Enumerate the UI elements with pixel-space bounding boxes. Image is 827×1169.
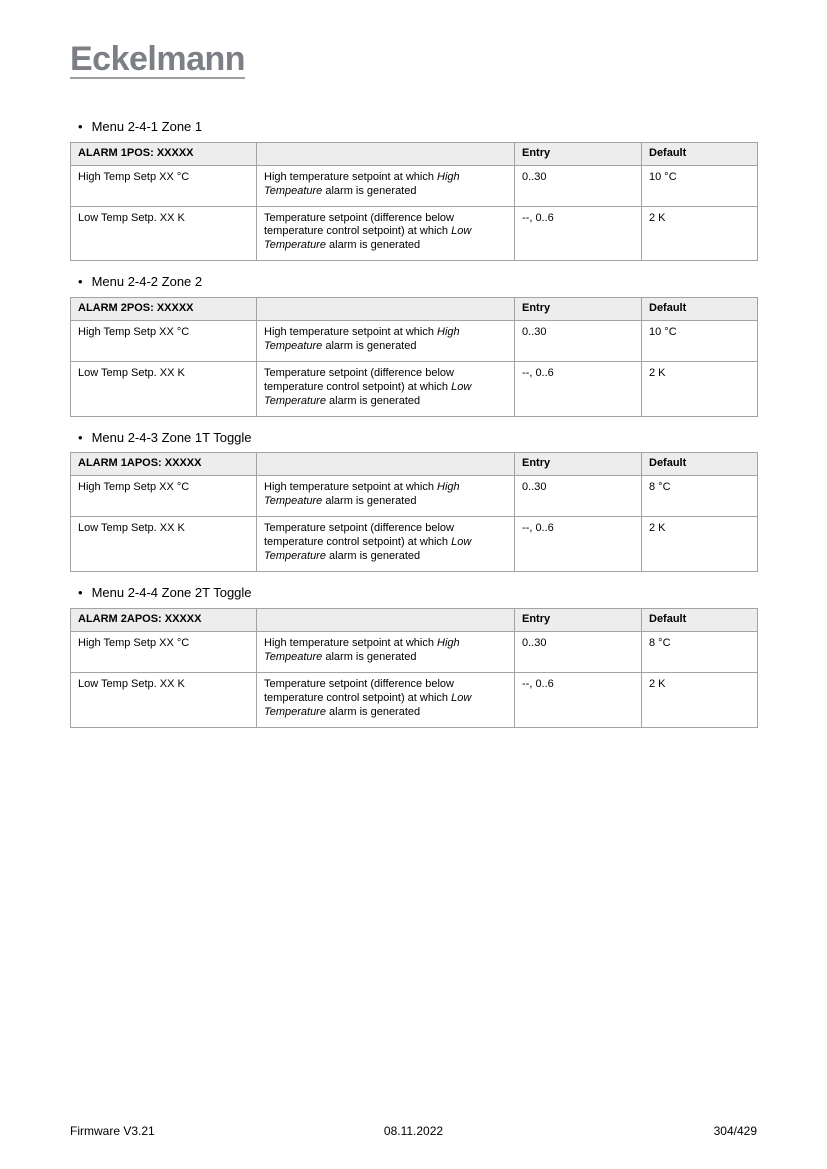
desc-text-em: Low Temperature (264, 691, 472, 718)
header-default-cell: Default (642, 608, 758, 631)
alarm-table (70, 452, 758, 572)
menu-heading (78, 585, 757, 601)
entry-cell: 0..30 (515, 165, 642, 206)
desc-text-em: High Tempeature (264, 481, 460, 508)
param-cell: Low Temp Setp. XX K (71, 361, 257, 416)
desc-cell (257, 165, 515, 206)
section-zone-1t-toggle (70, 430, 757, 572)
desc-cell (257, 206, 515, 261)
desc-text-em: High Tempeature (264, 170, 460, 197)
entry-cell: 0..30 (515, 631, 642, 672)
desc-text-pre: Temperature setpoint (difference below temperature control setpoint) at which (264, 677, 454, 704)
param-cell: Low Temp Setp. XX K (71, 517, 257, 572)
table-header-row (71, 298, 758, 321)
desc-cell (257, 320, 515, 361)
menu-label: Menu 2-4-1 Zone 1 (91, 119, 203, 134)
menu-label: Menu 2-4-3 Zone 1T Toggle (91, 429, 252, 445)
header-default-cell: Default (642, 453, 758, 476)
entry-cell: 0..30 (515, 320, 642, 361)
table-row (71, 361, 758, 416)
header-entry-cell: Entry (515, 608, 642, 631)
desc-text-post: alarm is generated (322, 650, 417, 663)
desc-text-pre: High temperature setpoint at which (264, 325, 438, 338)
desc-cell (257, 672, 515, 727)
desc-cell (257, 361, 515, 416)
desc-text-em: High Tempeature (264, 636, 460, 663)
alarm-table (70, 297, 758, 417)
desc-text-em: Low Temperature (264, 536, 472, 563)
menu-label: Menu 2-4-2 Zone 2 (91, 274, 203, 290)
table-row (71, 206, 758, 261)
entry-cell: --, 0..6 (515, 361, 642, 416)
header-entry-cell: Entry (515, 453, 642, 476)
menu-heading (78, 274, 757, 290)
menu-heading (78, 119, 757, 135)
header-alarm-cell: ALARM 2APOS: XXXXX (71, 608, 257, 631)
desc-text-post: alarm is generated (325, 705, 421, 718)
footer-firmware-version: Firmware V3.21 (70, 1124, 155, 1138)
section-zone-2t-toggle (70, 585, 757, 727)
alarm-table (70, 608, 758, 728)
desc-text-pre: High temperature setpoint at which (264, 636, 438, 649)
table-row (71, 320, 758, 361)
desc-text-post: alarm is generated (322, 184, 417, 197)
header-alarm-cell: ALARM 1POS: XXXXX (71, 142, 257, 165)
desc-text-pre: High temperature setpoint at which (264, 481, 438, 494)
desc-text-pre: Temperature setpoint (difference below temperature control setpoint) at which (264, 211, 454, 238)
header-empty-cell (257, 142, 515, 165)
table-header-row (71, 453, 758, 476)
bullet-icon: • (78, 429, 83, 445)
desc-text-em: High Tempeature (264, 325, 460, 352)
header-entry-cell: Entry (515, 142, 642, 165)
bullet-icon: • (78, 274, 83, 290)
desc-text-post: alarm is generated (322, 339, 417, 352)
param-cell: High Temp Setp XX °C (71, 165, 257, 206)
default-cell: 2 K (642, 517, 758, 572)
section-zone-1 (70, 119, 757, 261)
header-alarm-cell: ALARM 1APOS: XXXXX (71, 453, 257, 476)
entry-cell: 0..30 (515, 476, 642, 517)
desc-text-pre: Temperature setpoint (difference below temperature control setpoint) at which (264, 522, 454, 549)
header-empty-cell (257, 608, 515, 631)
default-cell: 8 °C (642, 631, 758, 672)
header-alarm-cell: ALARM 2POS: XXXXX (71, 298, 257, 321)
default-cell: 2 K (642, 206, 758, 261)
desc-text-pre: Temperature setpoint (difference below temperature control setpoint) at which (264, 366, 454, 393)
table-header-row (71, 608, 758, 631)
header-default-cell: Default (642, 298, 758, 321)
page-content (0, 79, 827, 728)
table-header-row (71, 142, 758, 165)
default-cell: 2 K (642, 361, 758, 416)
menu-heading (78, 430, 757, 446)
param-cell: High Temp Setp XX °C (71, 476, 257, 517)
table-row (71, 476, 758, 517)
bullet-icon: • (78, 585, 83, 601)
table-row (71, 517, 758, 572)
eckelmann-logo: Eckelmann (70, 40, 246, 78)
desc-text-em: Low Temperature (264, 380, 472, 407)
default-cell: 10 °C (642, 320, 758, 361)
desc-text-post: alarm is generated (325, 394, 421, 407)
default-cell: 8 °C (642, 476, 758, 517)
desc-text-post: alarm is generated (325, 550, 421, 563)
desc-text-pre: High temperature setpoint at which (264, 170, 438, 183)
desc-text-post: alarm is generated (322, 495, 417, 508)
default-cell: 2 K (642, 672, 758, 727)
footer-page-number: 304/429 (713, 1124, 757, 1138)
desc-cell (257, 631, 515, 672)
header-empty-cell (257, 453, 515, 476)
param-cell: Low Temp Setp. XX K (71, 206, 257, 261)
desc-text-em: Low Temperature (264, 225, 472, 252)
menu-label: Menu 2-4-4 Zone 2T Toggle (91, 585, 252, 601)
section-zone-2 (70, 274, 757, 416)
table-row (71, 165, 758, 206)
page-footer (70, 1124, 757, 1139)
desc-text-post: alarm is generated (325, 239, 421, 252)
header-empty-cell (257, 298, 515, 321)
table-row (71, 631, 758, 672)
desc-cell (257, 476, 515, 517)
param-cell: High Temp Setp XX °C (71, 320, 257, 361)
footer-date: 08.11.2022 (383, 1124, 444, 1138)
alarm-table (70, 142, 758, 262)
bullet-icon: • (78, 119, 83, 134)
logo-area (0, 0, 827, 79)
entry-cell: --, 0..6 (515, 206, 642, 261)
param-cell: Low Temp Setp. XX K (71, 672, 257, 727)
entry-cell: --, 0..6 (515, 517, 642, 572)
table-row (71, 672, 758, 727)
param-cell: High Temp Setp XX °C (71, 631, 257, 672)
default-cell: 10 °C (642, 165, 758, 206)
header-entry-cell: Entry (515, 298, 642, 321)
entry-cell: --, 0..6 (515, 672, 642, 727)
desc-cell (257, 517, 515, 572)
header-default-cell: Default (642, 142, 758, 165)
